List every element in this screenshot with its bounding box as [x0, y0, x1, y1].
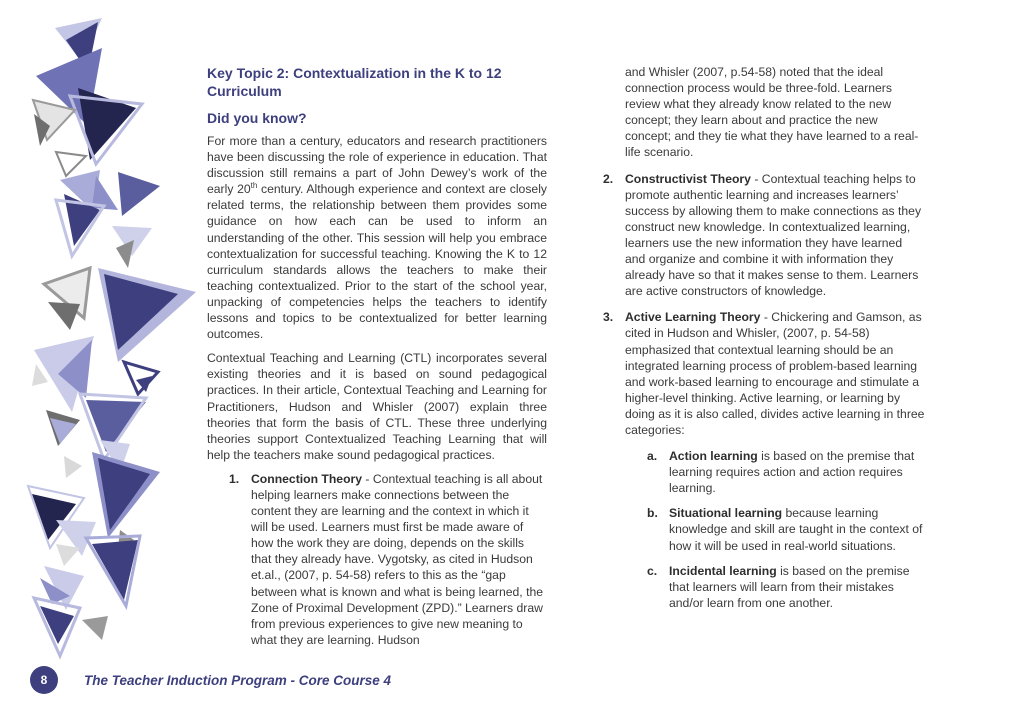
category-text: is based on the premise that learners will learn from their mistakes and/or learn from one another. [669, 563, 910, 610]
triangle-decoration [0, 0, 200, 724]
theory-term: Active Learning Theory [625, 310, 761, 325]
list-letter: b. [647, 506, 658, 521]
footer-title: The Teacher Induction Program - Core Course 4 [84, 672, 392, 688]
category-text: is based on the premise that learning requires action and action requires learning. [669, 449, 915, 496]
page-footer [30, 666, 391, 694]
theory-text: - Contextual teaching is all about helping learners make connections between the content they are learning and the context in which it will be used. Learners must first be made aware of how the work they are doing, depends on the skills that they already have. Vygotsky, as cited in Hudson et.al., (2007, p. 54-58) refers to this as the “gap between what is known and what is being learned, the Zone of Proximal Development (ZPD).” Learners draw from previous experiences to give new meaning to what they are learning. Hudson [251, 471, 544, 647]
intro-paragraph: For more than a century, educators and research practitioners have been discussing the role of experience in education. That discussion still remains a part of John Dewey’s work of the early 20th century. Although experience and context are closely related terms, the relationship between them provides some guidance on how each can be used to inform an understanding of the other. This session will help you embrace contextualization for successful teaching. Knowing the K to 12 curriculum standards allows the teachers to make their teaching contextualized. Prior to the start of the school year, unpacking of competencies helps the teachers to identify lessons and topics to be contextualized for better learning outcomes. [207, 134, 547, 342]
list-letter: a. [647, 449, 658, 464]
left-column [207, 64, 547, 658]
theory-item-active-learning [603, 309, 925, 438]
category-term: Situational learning [669, 506, 783, 521]
theory-item-connection [207, 471, 547, 648]
superscript: th [250, 181, 258, 191]
category-item-incidental [625, 563, 925, 611]
list-number: 3. [603, 310, 614, 325]
category-term: Action learning [669, 449, 758, 464]
continued-paragraph: and Whisler (2007, p.54-58) noted that the ideal connection process would be three-fold. Learners review what they already know related to the new concept; they learn about and practice the new concept; and they tie what they have learned to a real-life scenario. [625, 65, 919, 160]
section-heading: Key Topic 2: Contextualization in the K to 12 Curriculum [207, 65, 502, 99]
page-number: 8 [30, 666, 58, 694]
category-item-action [625, 448, 925, 496]
category-term: Incidental learning [669, 563, 777, 578]
section-subheading: Did you know? [207, 110, 307, 126]
theory-text: - Contextual teaching helps to promote authentic learning and increases learners’ success by allowing them to make connections as they construct new knowledge. In contextualized learning, learners use the new information they have learned and organize and combine it with information they already have so that it makes sense to them. Learners are active constructors of knowledge. [625, 171, 922, 299]
right-column [603, 64, 925, 620]
ctl-paragraph: Contextual Teaching and Learning (CTL) incorporates several existing theories and it is based on sound pedagogical practices. In their article, Contextual Teaching and Learning for Practitioners, Hudson and Whisler (2007) explain three theories that form the basis of CTL. These three underlying theories support Contextualized Teaching Learning that will help the teachers make sound pedagogical practices. [207, 351, 547, 462]
theory-item-constructivist [603, 171, 925, 300]
theory-term: Connection Theory [251, 471, 363, 486]
list-number: 1. [229, 471, 240, 486]
category-item-situational [625, 505, 925, 553]
category-text: because learning knowledge and skill are taught in the context of how it will be used in real-world situations. [669, 506, 923, 553]
theory-term: Constructivist Theory [625, 171, 751, 186]
theory-text: - Chickering and Gamson, as cited in Hudson and Whisler, (2007, p. 54-58) emphasized that contextual learning should be an integrated learning process of problem-based learning and work-based learning to encourage and stimulate a higher-level thinking. Active learning, or learning by doing as it is also called, divides active learning in three categories: [625, 310, 925, 437]
list-number: 2. [603, 171, 614, 186]
list-letter: c. [647, 563, 658, 578]
